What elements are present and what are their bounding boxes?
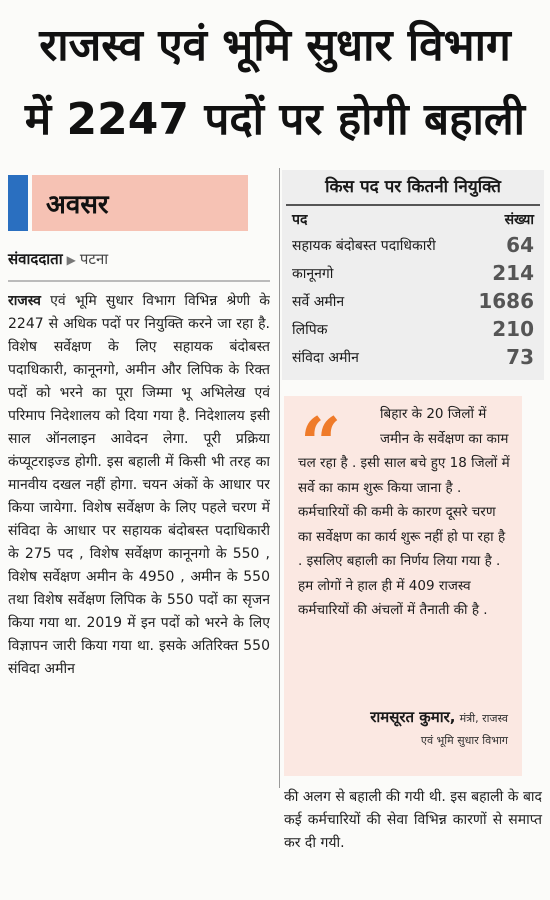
quote-text <box>298 402 512 623</box>
table-row <box>282 231 544 259</box>
tag-accent-bar <box>8 175 28 231</box>
byline-city: पटना <box>79 250 109 268</box>
row-count: 73 <box>506 345 534 369</box>
table-col-post: पद <box>292 212 308 228</box>
row-post: सहायक बंदोबस्त पदाधिकारी <box>292 237 436 254</box>
article-body-right: की अलग से बहाली की गयी थी. इस बहाली के बाद कई कर्मचारियों की सेवा विभिन्न कारणों से समाप्त कर दी गयी. <box>284 789 542 851</box>
table-col-count: संख्या <box>504 212 534 228</box>
row-post: संविदा अमीन <box>292 349 359 366</box>
table-row <box>282 315 544 343</box>
article-lead-word: राजस्व <box>8 293 41 309</box>
table-row <box>282 287 544 315</box>
row-count: 214 <box>492 261 534 285</box>
table-row <box>282 259 544 287</box>
table-header <box>282 206 544 231</box>
quote-author-name: रामसूरत कुमार, <box>370 708 456 726</box>
recruitment-table <box>282 170 544 380</box>
row-count: 64 <box>506 233 534 257</box>
section-tag <box>8 175 248 231</box>
quote-author-role-2: एवं भूमि सुधार विभाग <box>420 734 508 747</box>
row-post: कानूनगो <box>292 265 334 282</box>
byline <box>8 247 108 272</box>
byline-divider <box>8 280 270 282</box>
column-divider <box>279 168 280 788</box>
article-text-left: एवं भूमि सुधार विभाग विभिन्न श्रेणी के 2247 से अधिक पदों पर नियुक्ति करने जा रहा है. विशेष सर्वेक्षण के लिए सहायक बंदोबस्त पदाधिकारी, कानूनगो, अमीन और लिपिक के रिक्त पदों को भरने का पूरा जिम्मा भू अभिलेख एवं परिमाप निदेशालय को दिया गया है. निदेशालय इसी साल ऑनलाइन आवेदन लेगा. पूरी प्रक्रिया कंप्यूटराइज्ड होगी. इस बहाली में किसी भी तरह का मानवीय दखल नहीं होगा. चयन अंकों के आधार पर किया जायेगा. विशेष सर्वेक्षण के लिए पहले चरण में संविदा के आधार पर सहायक बंदोबस्त पदाधिकारी के 275 पद , विशेष सर्वेक्षण कानूनगो के 550 , विशेष सर्वेक्षण अमीन के 4950 , अमीन के 550 तथा विशेष सर्वेक्षण लिपिक के 550 पदों का सृजन किया गया था. 2019 में इन पदों को भरने के लिए विज्ञापन जारी किया गया था. इसके अतिरिक्त 550 संविदा अमीन <box>8 293 270 677</box>
quote-mark-icon: “ <box>300 401 342 486</box>
quote-box <box>284 396 522 776</box>
row-count: 210 <box>492 317 534 341</box>
row-count: 1686 <box>478 289 534 313</box>
headline-line-2: में 2247 पदों पर होगी बहाली <box>24 94 526 145</box>
triangle-icon: ▶ <box>66 253 76 267</box>
article-body-left <box>8 290 270 890</box>
table-row <box>282 343 544 371</box>
row-post: लिपिक <box>292 321 328 338</box>
quote-body: बिहार के 20 जिलों में जमीन के सर्वेक्षण का काम चल रहा है . इसी साल बचे हुए 18 जिलों में सर्वे का काम शुरू किया जाना है . कर्मचारियों की कमी के कारण दूसरे चरण का सर्वेक्षण का कार्य शुरू नहीं हो पा रहा है . इसलिए बहाली का निर्णय लिया गया है . हम लोगों ने हाल ही में 409 राजस्व कर्मचारियों की अंचलों में तैनाती की है . <box>298 406 510 618</box>
row-post: सर्वे अमीन <box>292 293 345 310</box>
tag-label: अवसर <box>32 175 248 231</box>
headline-line-1: राजस्व एवं भूमि सुधार विभाग <box>39 20 511 71</box>
table-title: किस पद पर कितनी नियुक्ति <box>286 170 540 206</box>
quote-author-role-1: मंत्री, राजस्व <box>459 712 508 725</box>
byline-name: संवाददाता <box>8 250 63 268</box>
headline <box>0 0 550 160</box>
quote-author <box>370 706 508 752</box>
